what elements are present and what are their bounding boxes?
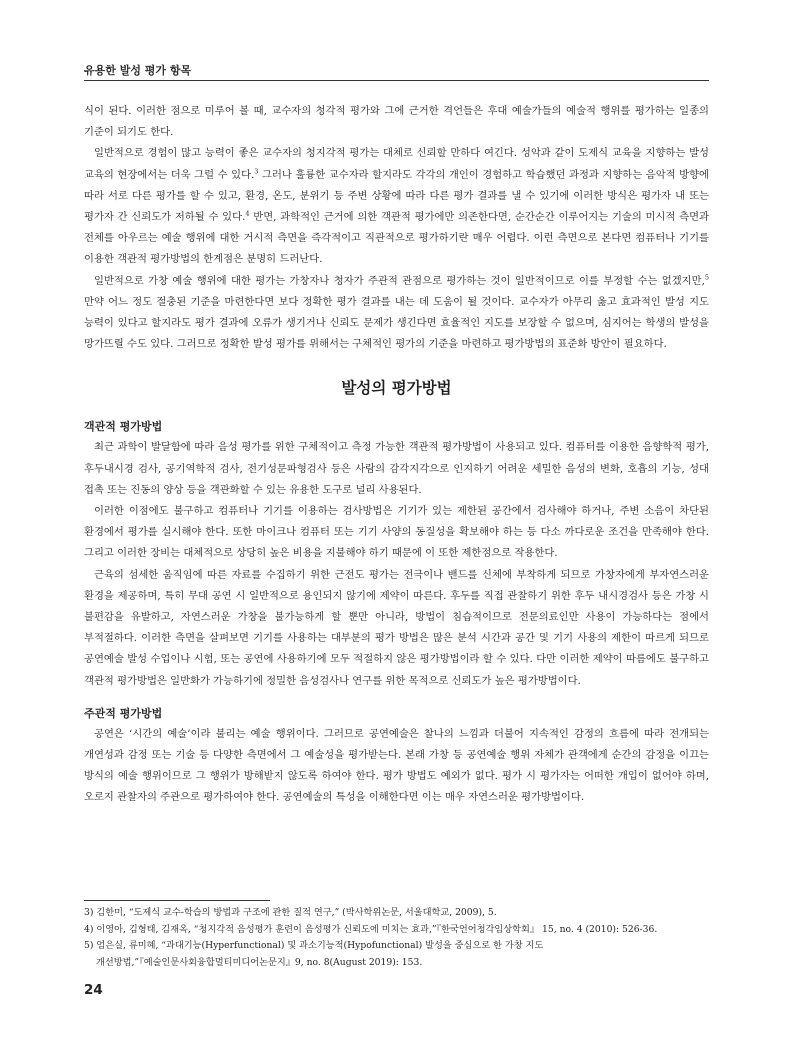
footnote: 4) 이영아, 김형태, 김재옥, “청지각적 음성평가 훈련이 음성평가 신뢰도에 미치는 효과,”『한국언어청각임상학회』 15, no. 4 (2010): 526-36. xyxy=(84,923,658,935)
footnote-marker: 5 xyxy=(704,273,709,282)
paragraph-text: 일반적으로 가창 예술 행위에 대한 평가는 가창자나 청자가 주관적 관점으로 평가하는 것이 일반적이므로 이를 부정할 수는 없겠지만, xyxy=(94,274,705,287)
intro-section xyxy=(84,101,709,355)
section-gap xyxy=(84,692,709,704)
paragraph-text: 그러나 훌륭한 교수자라 할지라도 각각의 개인이 경험하고 학습했던 과정과 지향하는 음악적 방향에 따라 서로 다른 평가를 할 수 있고, 환경, 온도, 분위기 등 주변 상황에 따라 다른 평가 결과를 낼 수 있기에 이러한 방식은 평가자 내 또는 평가자 간 신뢰도가 저하될 수 있다. xyxy=(84,168,710,224)
intro-paragraph xyxy=(84,143,709,270)
section-title: 발성의 평가방법 xyxy=(341,379,452,398)
header-rule xyxy=(84,80,709,81)
footnote: 3) 김한미, “도제식 교수-학습의 방법과 구조에 관한 질적 연구,” (박사학위논문, 서울대학교, 2009), 5. xyxy=(84,907,497,918)
footnote: 5) 엄은실, 류미혜, “과대기능(Hyperfunctional) 및 과소기능적(Hypofunctional) 발성을 중심으로 한 가창 지도 개선방법,”『예술인문사회융합멀티미디어논문지』9, no. 8(August 2019): 153. xyxy=(84,940,544,968)
objective-paragraph: 이러한 이점에도 불구하고 컴퓨터나 기기를 이용하는 검사방법은 기기가 있는 제한된 공간에서 검사해야 하거나, 주변 소음이 차단된 환경에서 평가를 실시해야 한다. 또한 마이크나 컴퓨터 또는 기기 사양의 동질성을 확보해야 하는 등 다소 까다로운 조건을 만족해야 한다. 그리고 이러한 장비는 대체적으로 상당히 높은 비용을 지불해야 하기 때문에 이 또한 제한점으로 작용한다. xyxy=(84,505,709,560)
intro-paragraph xyxy=(84,101,709,143)
main-content xyxy=(84,101,709,809)
objective-subtitle: 객관적 평가방법 xyxy=(84,420,163,434)
paragraph-text: 식이 된다. 이러한 점으로 미루어 볼 때, 교수자의 청각적 평가와 그에 근거한 격언들은 후대 예술가들의 예술적 행위를 평가하는 일종의 기준이 되기도 한다. xyxy=(84,105,709,139)
footnote-marker: 3 xyxy=(254,167,259,176)
paragraph-text: 일반적으로 경험이 많고 능력이 좋은 교수자의 청지각적 평가는 대체로 신뢰할 만하다 여긴다. 성악과 같이 도제식 교육을 지향하는 발성 교육의 현장에서는 더욱 그럴 수 있다. xyxy=(84,147,709,181)
running-head: 유용한 발성 평가 항목 xyxy=(84,64,192,77)
paragraph-text: 반면, 과학적인 근거에 의한 객관적 평가에만 의존한다면, 순간순간 이루어지는 기술의 미시적 측면과 전체를 아우르는 예술 행위에 대한 거시적 측면을 즉각적이고 직관적으로 평가하기란 매우 어렵다. 이런 측면으로 본다면 컴퓨터나 기기를 이용한 객관적 평가방법의 한계점은 분명히 드러난다. xyxy=(84,211,709,266)
subjective-paragraph: 공연은 ‘시간의 예술’이라 불리는 예술 행위이다. 그러므로 공연예술은 찰나의 느낌과 더불어 지속적인 감정의 흐름에 따라 전개되는 개연성과 감정 또는 기술 등 다양한 측면에서 그 예술성을 평가받는다. 본래 가창 등 공연예술 행위 자체가 관객에게 순간의 감정을 이끄는 방식의 예술 행위이므로 그 행위가 방해받지 않도록 하여야 한다. 평가 방법도 예외가 없다. 평가 시 평가자는 어떠한 개입이 없어야 하며, 오로지 관찰자의 주관으로 평가하여야 한다. 공연예술의 특성을 이해한다면 이는 매우 자연스러운 평가방법이다. xyxy=(84,727,709,804)
intro-paragraph xyxy=(84,271,709,356)
footnote-rule xyxy=(84,900,270,901)
footnote-marker: 4 xyxy=(245,209,250,218)
footnotes xyxy=(84,905,709,971)
objective-paragraph: 근육의 섬세한 움직임에 따른 자료를 수집하기 위한 근전도 평가는 전극이나 밴드를 신체에 부착하게 되므로 가창자에게 부자연스러운 환경을 제공하며, 특히 무대 공연 시 일반적으로 용인되지 않기에 제약이 따른다. 후두를 직접 관찰하기 위한 후두 내시경검사 등은 가창 시 불편감을 유발하고, 자연스러운 가창을 불가능하게 할 뿐만 아니라, 방법이 침습적이므로 전문의료인만 사용이 가능하다는 점에서 부적절하다. 이러한 측면을 살펴보면 기기를 사용하는 대부분의 평가 방법은 많은 분석 시간과 공간 및 기기 사용의 제한이 따르게 되므로 공연예술 발성 수업이나 시험, 또는 공연에 사용하기에 모두 적절하지 않은 평가방법이라 할 수 있다. 다만 이러한 제약이 따름에도 불구하고 객관적 평가방법은 일반화가 가능하기에 정밀한 음성검사나 연구를 위한 목적으로 신뢰도가 높은 평가방법이다. xyxy=(84,568,709,687)
page-number: 24 xyxy=(84,982,103,998)
objective-paragraph: 최근 과학이 발달함에 따라 음성 평가를 위한 구체적이고 측정 가능한 객관적 평가방법이 사용되고 있다. 컴퓨터를 이용한 음향학적 평가, 후두내시경 검사, 공기역학적 검사, 전기성문파형검사 등은 사람의 감각지각으로 인지하기 어려운 세밀한 음성의 변화, 호흡의 기능, 성대 접촉 또는 진동의 양상 등을 객관화할 수 있는 유용한 도구로 널리 사용된다. xyxy=(84,441,709,496)
paragraph-text: 만약 어느 정도 절충된 기준을 마련한다면 보다 정확한 평가 결과를 내는 데 도움이 될 것이다. 교수자가 아무리 옳고 효과적인 발성 지도 능력이 있다고 할지라도 평가 결과에 오류가 생기거나 신뢰도 문제가 생긴다면 효율적인 지도를 보장할 수 없으며, 심지어는 학생의 발성을 망가뜨릴 수도 있다. 그러므로 정확한 발성 평가를 위해서는 구체적인 평가의 기준을 마련하고 평가방법의 표준화 방안이 필요하다. xyxy=(84,295,709,351)
subjective-subtitle: 주관적 평가방법 xyxy=(84,706,163,720)
